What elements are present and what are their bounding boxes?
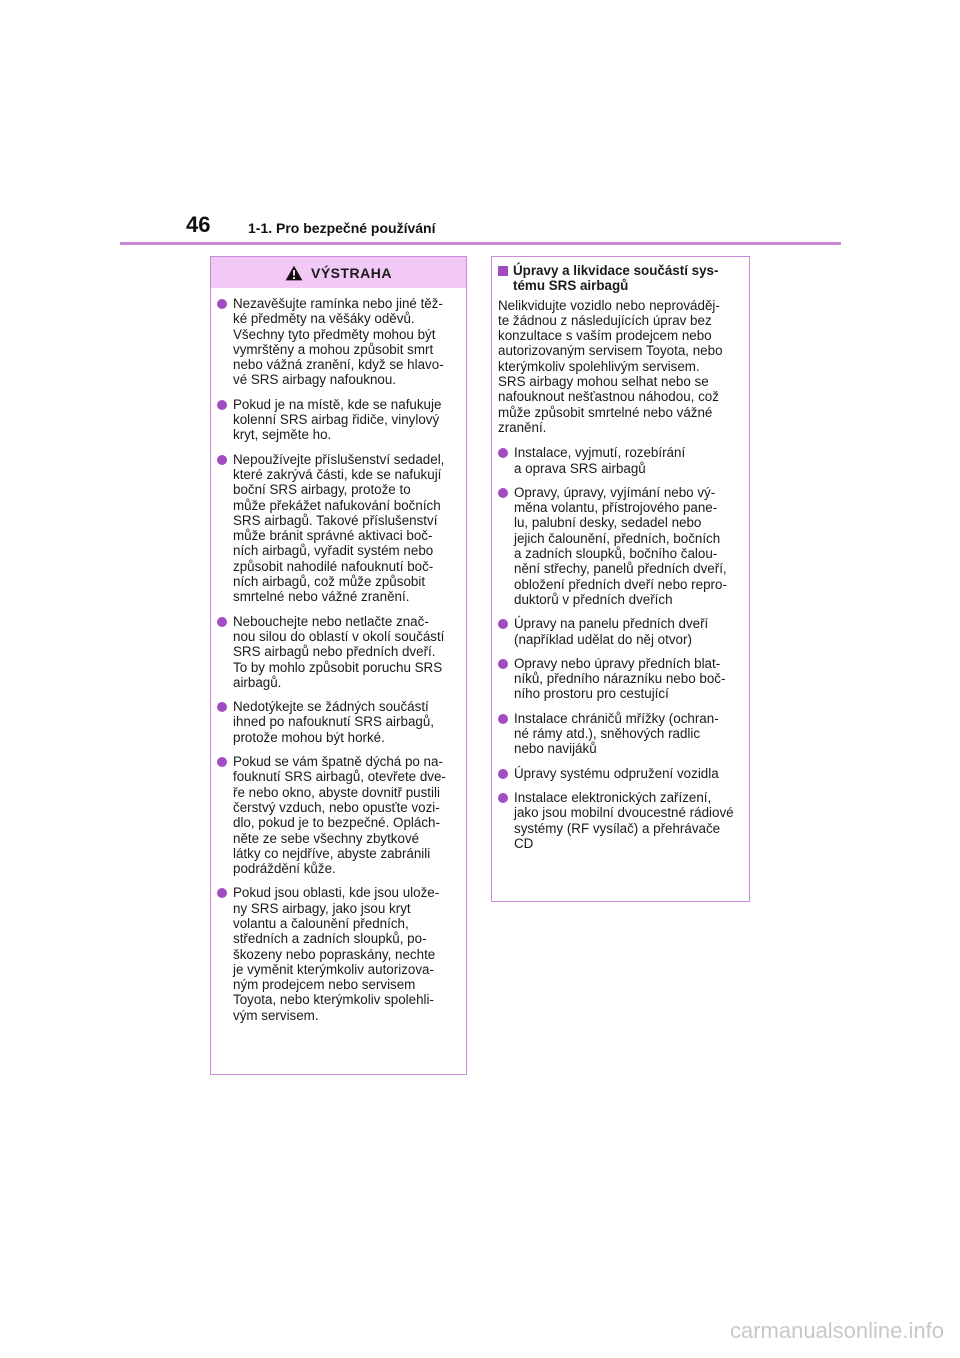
watermark: carmanualsonline.info — [729, 1318, 944, 1343]
page-header — [0, 0, 960, 250]
modification-item-text: Opravy, úpravy, vyjímání nebo vý- měna volantu, přístrojového pane- lu, palubní desky, sedadel nebo jejich čalounění, předních, bočních a zadních sloupků, bočního čalou- nění střechy, panelů předních dveří, obložení předních dveří nebo repro- duktorů v předních dveřích — [514, 484, 727, 607]
bullet-dot-icon — [498, 769, 508, 779]
modification-item-text: Úpravy systému odpružení vozidla — [514, 765, 719, 781]
bullet-dot-icon — [217, 888, 227, 898]
square-bullet-icon — [498, 266, 508, 276]
modification-item — [498, 445, 741, 476]
header-divider — [120, 242, 841, 245]
bullet-dot-icon — [217, 617, 227, 627]
warning-item-text: Nezavěšujte ramínka nebo jiné těž- ké předměty na věšáky oděvů. Všechny tyto předměty mohou být vymrštěny a mohou způsobit smrt nebo vážná zranění, když se hlavo- vé SRS airbagy nafouknou. — [233, 296, 444, 388]
modification-item — [498, 656, 741, 702]
bullet-dot-icon — [217, 702, 227, 712]
modification-item — [498, 485, 741, 607]
modification-item-text: Opravy nebo úpravy předních blat- níků, předního nárazníku nebo boč- ního prostoru pro cestující — [514, 655, 726, 702]
bullet-dot-icon — [217, 455, 227, 465]
warning-triangle-icon — [285, 265, 303, 281]
bullet-dot-icon — [498, 714, 508, 724]
page-number: 46 — [186, 212, 211, 237]
bullet-dot-icon — [498, 793, 508, 803]
modification-item-text: Instalace chráničů mřížky (ochran- né rámy atd.), sněhových radlic nebo navijáků — [514, 710, 719, 757]
warning-list — [211, 288, 466, 1023]
modifications-box — [491, 256, 750, 902]
bullet-dot-icon — [217, 757, 227, 767]
warning-item — [217, 296, 458, 388]
warning-item — [217, 397, 458, 443]
modification-item — [498, 790, 741, 851]
warning-title-bar — [211, 257, 466, 288]
warning-item — [217, 699, 458, 745]
modification-item-text: Úpravy na panelu předních dveří (například udělat do něj otvor) — [514, 616, 709, 647]
modifications-heading-row — [498, 263, 741, 294]
bullet-dot-icon — [498, 619, 508, 629]
bullet-dot-icon — [217, 299, 227, 309]
bullet-dot-icon — [217, 400, 227, 410]
bullet-dot-icon — [498, 488, 508, 498]
modification-item-text: Instalace elektronických zařízení, jako jsou mobilní dvoucestné rádiové systémy (RF vysílač) a přehrávače CD — [514, 789, 734, 851]
bullet-dot-icon — [498, 448, 508, 458]
warning-item-text: Nedotýkejte se žádných součástí ihned po nafouknutí SRS airbagů, protože mohou být horké. — [233, 699, 435, 745]
warning-item — [217, 614, 458, 690]
warning-item-text: Pokud jsou oblasti, kde jsou ulože- ny SRS airbagy, jako jsou kryt volantu a čalounění předních, středních a zadních sloupků, po- škozeny nebo popraskány, nechte je vyměnit kterýmkoliv autorizova- ným prodejcem nebo servisem Toyota, nebo kterýmkoliv spolehli- vým servisem. — [233, 885, 440, 1023]
warning-item — [217, 754, 458, 876]
modification-item — [498, 616, 741, 647]
warning-box — [210, 256, 467, 1075]
warning-title: VÝSTRAHA — [310, 264, 392, 281]
warning-item — [217, 885, 458, 1023]
modification-item — [498, 711, 741, 757]
modifications-intro: Nelikvidujte vozidlo nebo neprováděj- te žádnou z následujících úprav bez konzultace s vaším prodejcem nebo autorizovaným servisem Toyota, nebo kterýmkoliv spolehlivým servisem. SRS airbagy mohou selhat nebo se nafouknout nešťastnou náhodou, což může způsobit smrtelné nebo vážné zranění. — [498, 297, 723, 435]
bullet-dot-icon — [498, 659, 508, 669]
modification-item — [498, 766, 741, 781]
modification-item-text: Instalace, vyjmutí, rozebírání a oprava SRS airbagů — [514, 445, 686, 476]
warning-item-text: Pokud je na místě, kde se nafukuje kolenní SRS airbag řidiče, vinylový kryt, sejměte ho. — [233, 396, 442, 443]
warning-item — [217, 452, 458, 605]
warning-item-text: Pokud se vám špatně dýchá po na- fouknutí SRS airbagů, otevřete dve- ře nebo okno, abyste dovnitř pustili čerstvý vzduch, nebo opusťte vozi- dlo, pokud je to bezpečné. Oplách- něte ze sebe všechny zbytkové látky co nejdříve, abyste zabránili podráždění kůže. — [233, 754, 446, 877]
section-title: 1-1. Pro bezpečné používání — [248, 220, 436, 236]
warning-item-text: Nepoužívejte příslušenství sedadel, které zakrývá části, kde se nafukují boční SRS airbagy, protože to může překážet nafukování bočních SRS airbagů. Takové příslušenství může bránit správné aktivaci boč- ních airbagů, vyřadit systém nebo způsobit nahodilé nafouknutí boč- ních airbagů, což může způsobit smrtelné nebo vážné zranění. — [233, 451, 445, 605]
warning-item-text: Nebouchejte nebo netlačte znač- nou silou do oblastí v okolí součástí SRS airbagů nebo předních dveří. To by mohlo způsobit poruchu SRS airbagů. — [233, 613, 445, 690]
modifications-heading: Úpravy a likvidace součástí sys- tému SRS airbagů — [513, 263, 719, 294]
